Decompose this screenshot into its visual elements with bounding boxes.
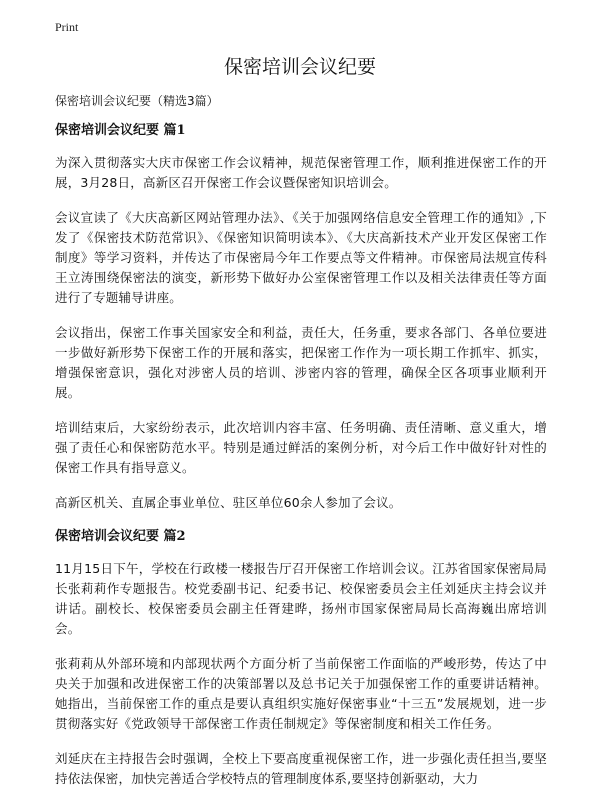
paragraph: 11月15日下午，学校在行政楼一楼报告厅召开保密工作培训会议。江苏省国家保密局局长张莉莉作专题报告。校党委副书记、纪委书记、校保密委员会主任刘延庆主持会议并讲话。副校长、校保密委员会副主任胥建晔，扬州市国家保密局局长高海巍出席培训会。: [55, 561, 547, 636]
paragraph: 培训结束后，大家纷纷表示，此次培训内容丰富、任务明确、责任清晰、意义重大，增强了责任心和保密防范水平。特别是通过鲜活的案例分析，对今后工作中做好针对性的保密工作具有指导意义。: [55, 420, 547, 475]
paragraph: 为深入贯彻落实大庆市保密工作会议精神，规范保密管理工作，顺利推进保密工作的开展，3月28日，高新区召开保密工作会议暨保密知识培训会。: [55, 155, 547, 190]
print-link[interactable]: Print: [55, 20, 79, 34]
paragraph: 张莉莉从外部环境和内部现状两个方面分析了当前保密工作面临的严峻形势，传达了中央关于加强和改进保密工作的决策部署以及总书记关于加强保密工作的重要讲话精神。她指出，当前保密工作的重点是要认真组织实施好保密事业“十三五”发展规划，进一步贯彻落实好《党政领导干部保密工作责任制规定》等保密制度和相关工作任务。: [55, 656, 547, 731]
paragraph: 会议宣读了《大庆高新区网站管理办法》、《关于加强网络信息安全管理工作的通知》,下发了《保密技术防范常识》、《保密知识简明读本》、《大庆高新技术产业开发区保密工作制度》等学习资料，并传达了市保密局今年工作要点等文件精神。市保密局法规宣传科王立涛围绕保密法的演变，新形势下做好办公室保密管理工作以及相关法律责任等方面进行了专题辅导讲座。: [55, 210, 547, 305]
page-title: 保密培训会议纪要: [223, 56, 376, 78]
section-heading-2: 保密培训会议纪要 篇2: [55, 529, 186, 544]
section-heading-1: 保密培训会议纪要 篇1: [55, 123, 186, 138]
document-body: [55, 122, 547, 804]
paragraph: 刘延庆在主持报告会时强调，全校上下要高度重视保密工作，进一步强化责任担当,要坚持依法保密，加快完善适合学校特点的管理制度体系,要坚持创新驱动，大力: [55, 751, 547, 786]
paragraph: 会议指出，保密工作事关国家安全和利益，责任大，任务重，要求各部门、各单位要进一步做好新形势下保密工作的开展和落实，把保密工作作为一项长期工作抓牢、抓实，增强保密意识，强化对涉密人员的培训、涉密内容的管理，确保全区各项事业顺利开展。: [55, 325, 547, 400]
paragraph: 高新区机关、直属企事业单位、驻区单位60余人参加了会议。: [55, 495, 402, 510]
document-subtitle: 保密培训会议纪要（精选3篇）: [55, 94, 219, 108]
